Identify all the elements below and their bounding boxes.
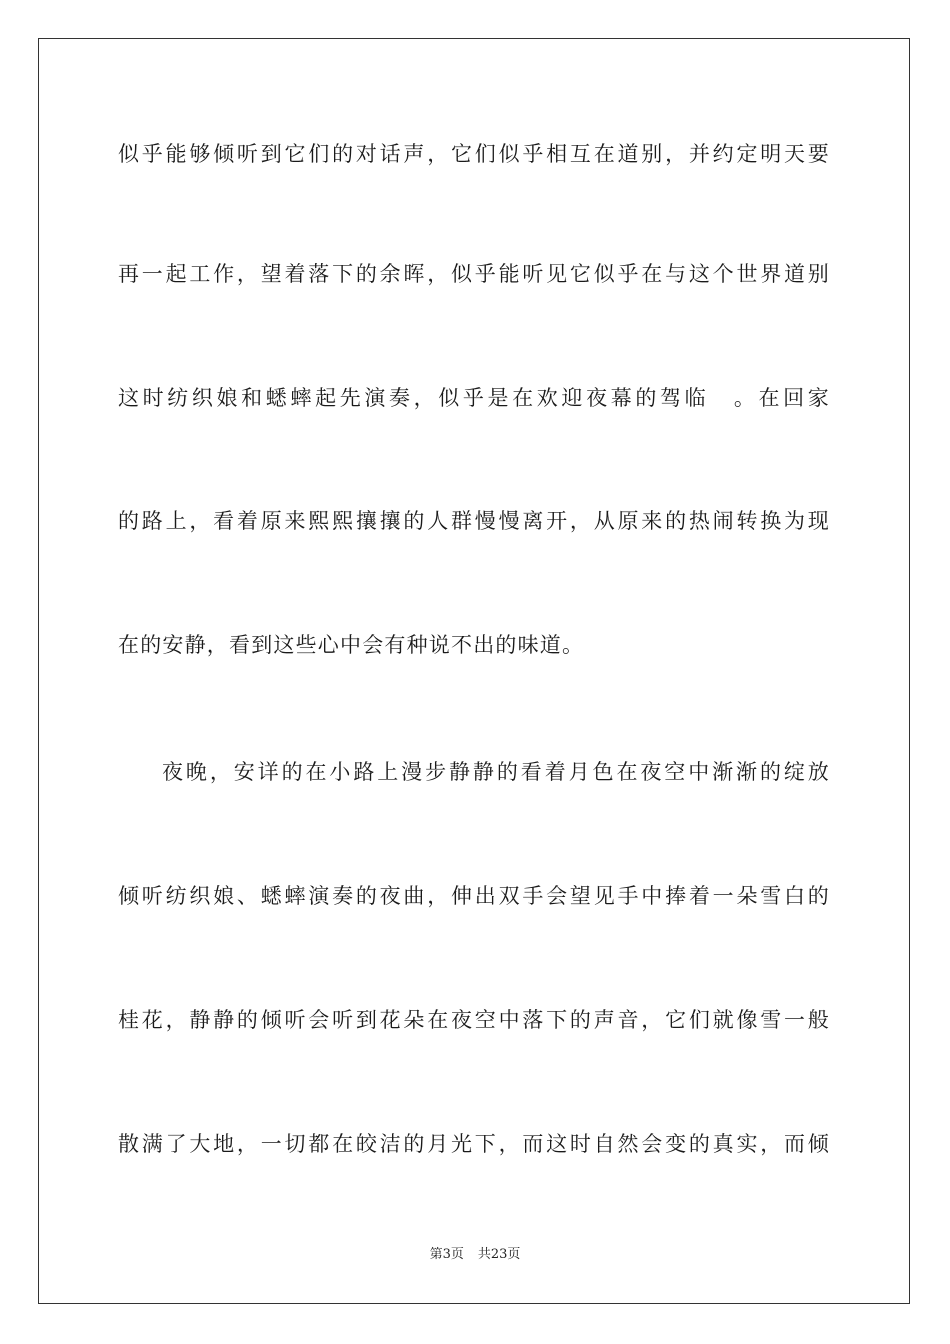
text-line-3: 这时纺织娘和蟋蟀起先演奏，似乎是在欢迎夜幕的驾临 。在回家 (118, 386, 830, 410)
text-line-5: 在的安静，看到这些心中会有种说不出的味道。 (118, 633, 585, 657)
page-border (38, 38, 910, 1304)
text-line-9: 散满了大地，一切都在皎洁的月光下，而这时自然会变的真实，而倾 (118, 1132, 830, 1156)
text-line-8: 桂花，静静的倾听会听到花朵在夜空中落下的声音，它们就像雪一般 (118, 1008, 830, 1032)
text-line-6: 夜晚，安详的在小路上漫步静静的看着月色在夜空中渐渐的绽放 (162, 760, 830, 784)
text-line-4: 的路上，看着原来熙熙攘攘的人群慢慢离开，从原来的热闹转换为现 (118, 509, 830, 533)
page-number: 第3页 (429, 1247, 464, 1262)
text-line-7: 倾听纺织娘、蟋蟀演奏的夜曲，伸出双手会望见手中捧着一朵雪白的 (118, 884, 830, 908)
page-footer (0, 1246, 950, 1264)
text-line-1: 似乎能够倾听到它们的对话声，它们似乎相互在道别，并约定明天要 (118, 142, 830, 166)
text-line-2: 再一起工作，望着落下的余晖，似乎能听见它似乎在与这个世界道别 (118, 262, 830, 286)
page-total: 共23页 (477, 1247, 521, 1262)
